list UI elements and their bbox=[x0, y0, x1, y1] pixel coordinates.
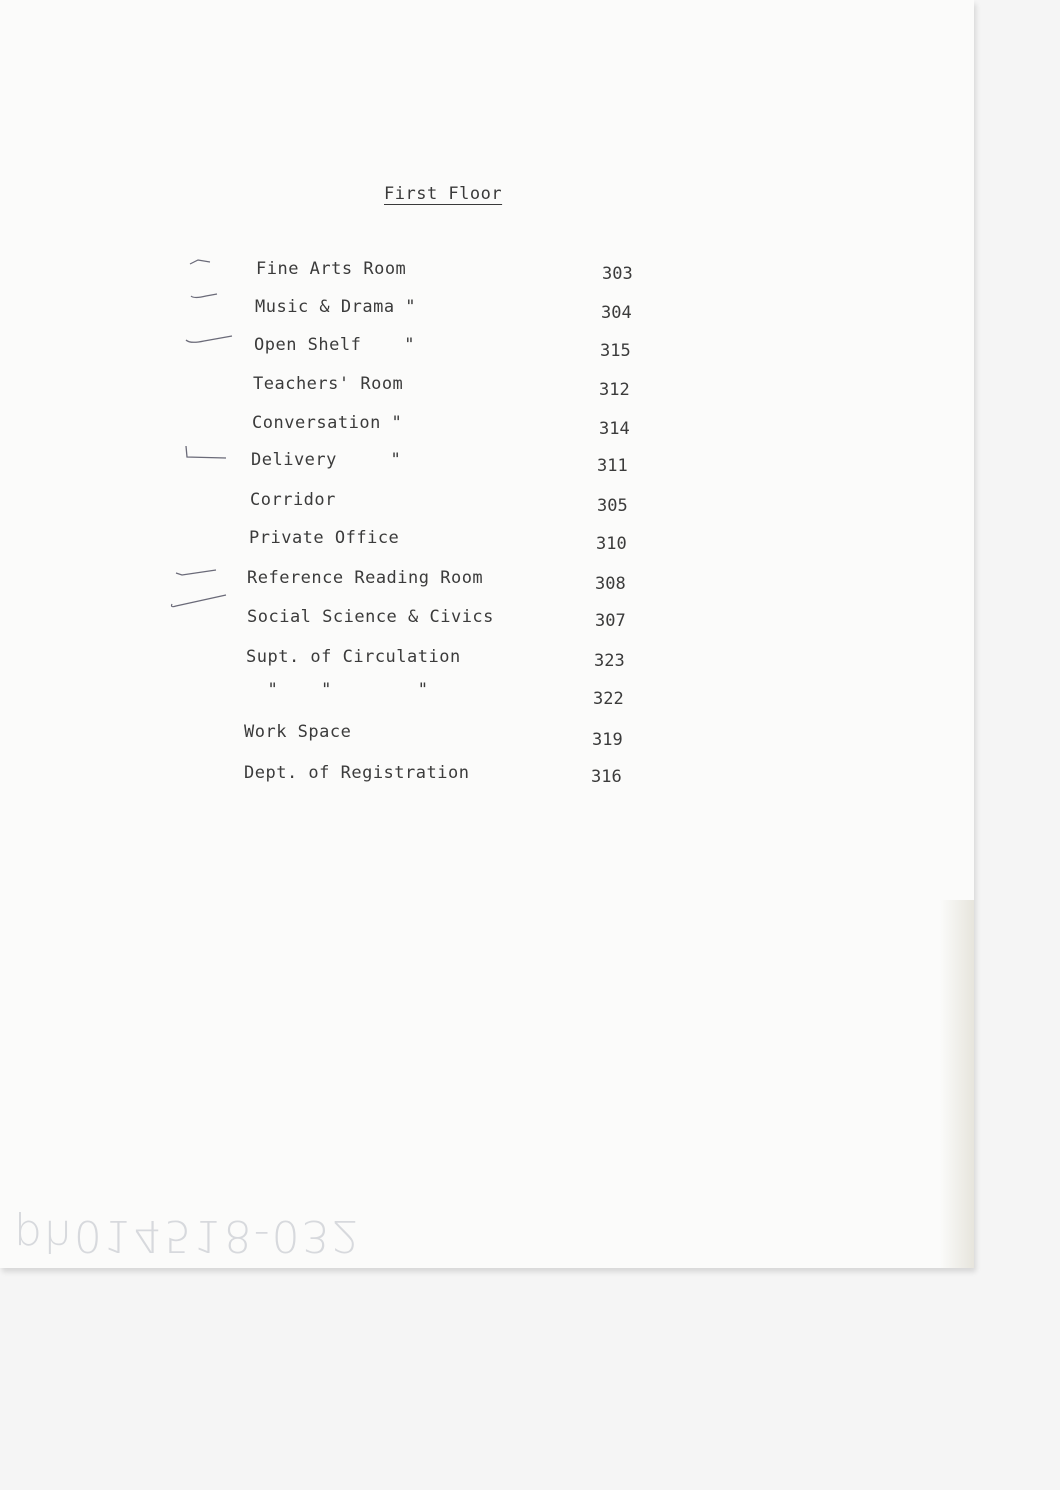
page-title: First Floor bbox=[384, 184, 503, 204]
room-name: Private Office bbox=[249, 528, 400, 548]
catalog-stamp: ph014518-032 bbox=[14, 1210, 362, 1261]
room-number: 304 bbox=[601, 303, 632, 323]
room-number: 310 bbox=[596, 534, 627, 554]
room-number: 315 bbox=[600, 341, 631, 361]
room-number: 307 bbox=[595, 611, 626, 631]
room-number: 319 bbox=[592, 730, 623, 750]
room-number: 316 bbox=[591, 767, 622, 787]
check-mark bbox=[191, 294, 217, 298]
room-name: Fine Arts Room bbox=[256, 259, 407, 279]
check-mark bbox=[172, 595, 227, 607]
room-name: " " " bbox=[246, 680, 429, 700]
room-number: 322 bbox=[593, 689, 624, 709]
room-name: Corridor bbox=[250, 490, 336, 510]
check-mark bbox=[190, 260, 210, 264]
room-number: 311 bbox=[597, 456, 628, 476]
room-number: 314 bbox=[599, 419, 630, 439]
room-number: 305 bbox=[597, 496, 628, 516]
room-name: Dept. of Registration bbox=[244, 763, 470, 783]
room-name: Conversation " bbox=[252, 413, 403, 433]
room-name: Supt. of Circulation bbox=[246, 647, 461, 667]
room-number: 323 bbox=[594, 651, 625, 671]
check-mark bbox=[186, 446, 226, 458]
room-number: 308 bbox=[595, 574, 626, 594]
check-mark bbox=[186, 336, 232, 342]
room-name: Work Space bbox=[244, 722, 352, 742]
room-number: 303 bbox=[602, 264, 633, 284]
room-number: 312 bbox=[599, 380, 630, 400]
room-name: Music & Drama " bbox=[255, 297, 417, 317]
room-name: Delivery " bbox=[251, 450, 402, 470]
room-name: Teachers' Room bbox=[253, 374, 404, 394]
room-name: Social Science & Civics bbox=[247, 607, 494, 627]
room-name: Reference Reading Room bbox=[247, 568, 484, 588]
room-name: Open Shelf " bbox=[254, 335, 416, 355]
check-mark bbox=[176, 570, 216, 575]
